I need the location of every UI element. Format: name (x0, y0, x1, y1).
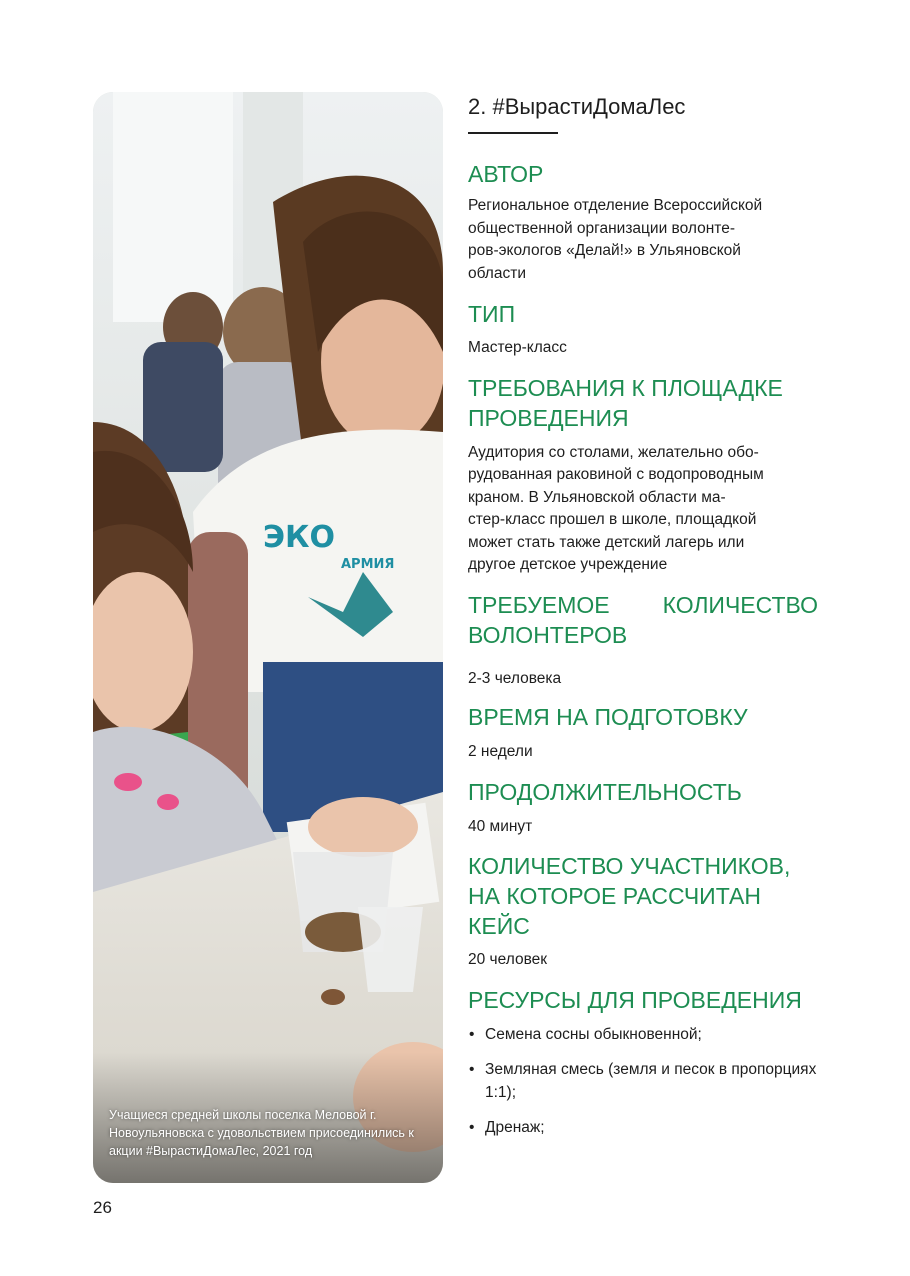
heading-volunteers (468, 590, 818, 650)
heading-volunteers-word: ТРЕБУЕМОЕ (468, 591, 610, 618)
list-item: • Земляная смесь (земля и песок в пропорциях 1:1); (468, 1059, 818, 1104)
author-text (468, 195, 818, 285)
heading-duration: ПРОДОЛЖИТЕЛЬНОСТЬ (468, 778, 742, 805)
heading-volunteers-line-1 (468, 590, 818, 620)
author-line: области (468, 264, 526, 282)
venue-line: стер-класс прошел в школе, площадкой (468, 511, 757, 528)
venue-line: рудованная раковиной с водопроводным (468, 466, 764, 483)
shirt-logo-text-1: ЭКО (263, 520, 336, 555)
heading-participants-line: КОЛИЧЕСТВО УЧАСТНИКОВ, (468, 853, 791, 879)
photo-illustration (93, 92, 443, 1183)
venue-text (468, 442, 818, 577)
heading-venue-line: ТРЕБОВАНИЯ К ПЛОЩАДКЕ (468, 374, 783, 401)
venue-line: другое детское учреждение (468, 556, 668, 573)
heading-volunteers-word: КОЛИЧЕСТВО (662, 591, 818, 618)
heading-venue-line: ПРОВЕДЕНИЯ (468, 404, 629, 431)
heading-participants-line: КЕЙС (468, 913, 530, 939)
venue-line: Аудитория со столами, желательно обо- (468, 443, 759, 461)
title-underline (468, 132, 558, 134)
type-text: Мастер-класс (468, 339, 567, 356)
heading-preparation: ВРЕМЯ НА ПОДГОТОВКУ (468, 704, 748, 730)
author-line: общественной организации волонте- (468, 219, 735, 237)
participants-text: 20 человек (468, 951, 548, 968)
list-item: • Семена сосны обыкновенной; (468, 1024, 818, 1047)
resources-list (468, 1024, 818, 1140)
heading-venue (468, 373, 818, 433)
case-description (468, 92, 818, 1140)
heading-participants-line: НА КОТОРОЕ РАССЧИТАН (468, 883, 761, 909)
author-line: ров-экологов «Делай!» в Ульяновской (468, 242, 741, 259)
heading-volunteers-line-2: ВОЛОНТЕРОВ (468, 621, 628, 648)
page-number: 26 (93, 1198, 112, 1217)
author-line: Региональное отделение Всероссийской (468, 197, 763, 214)
heading-participants (468, 851, 818, 941)
shirt-logo-text-2: АРМИЯ (341, 557, 395, 572)
heading-type: ТИП (468, 301, 516, 327)
list-item: • Дренаж; (468, 1117, 818, 1140)
volunteers-text: 2-3 человека (468, 669, 562, 687)
venue-line: краном. В Ульяновской области ма- (468, 488, 726, 506)
photo-volunteers-workshop (93, 92, 443, 1183)
page-title: 2. #ВырастиДомаЛес (468, 94, 686, 119)
heading-resources: РЕСУРСЫ ДЛЯ ПРОВЕДЕНИЯ (468, 986, 802, 1013)
venue-line: может стать также детский лагерь или (468, 533, 745, 551)
preparation-text: 2 недели (468, 743, 533, 760)
heading-author: АВТОР (468, 161, 544, 187)
duration-text: 40 минут (468, 817, 533, 835)
photo-caption: Учащиеся средней школы поселка Меловой г. Новоульяновска с удовольствием присоединились к акции #ВырастиДомаЛес, 2021 год (109, 1108, 414, 1159)
